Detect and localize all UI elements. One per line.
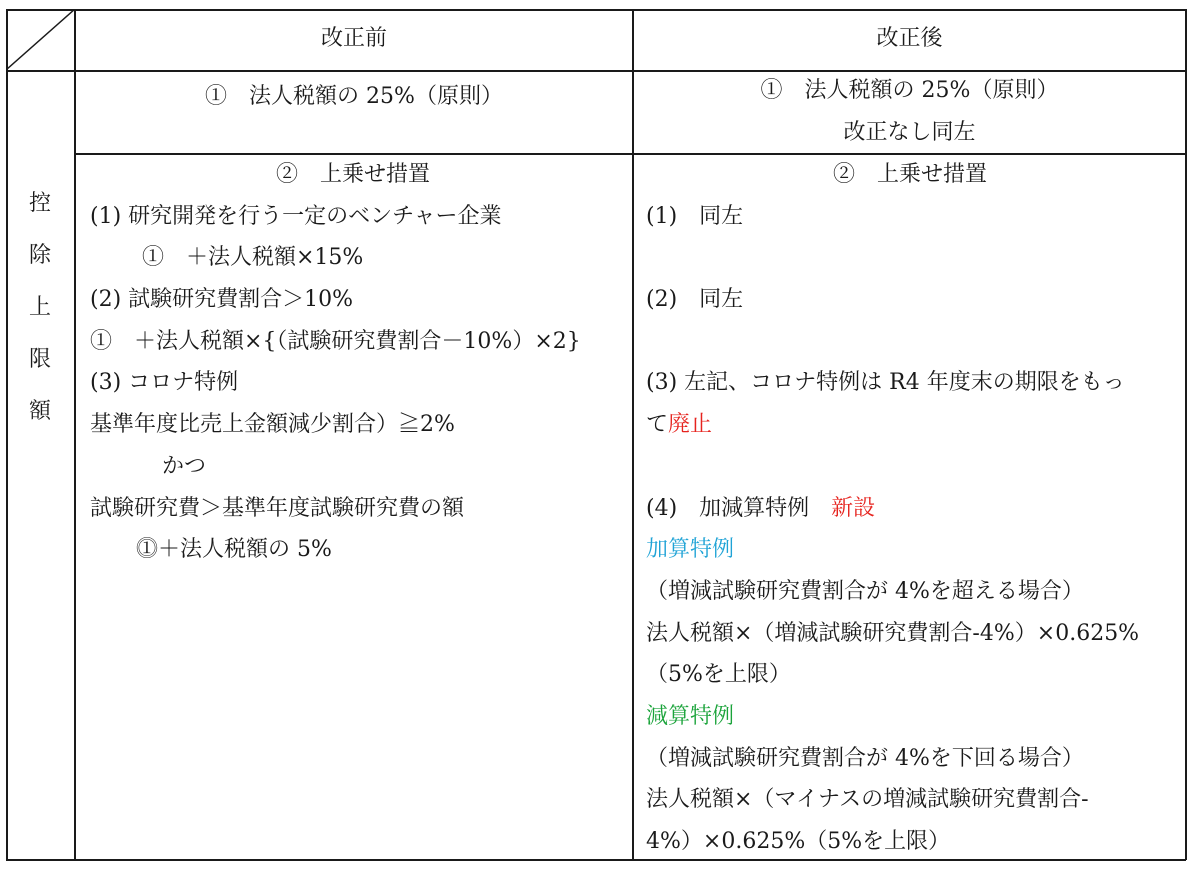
row2-after-line [646,404,1184,446]
row2-before-line: 基準年度比売上金額減少割合）≧2% [90,412,455,438]
row2-before-line: ① ＋法人税額×15% [142,245,364,271]
row2-after-blank [646,321,1184,363]
row2-after-line: （5%を上限） [646,662,791,688]
table-border-left [6,9,8,860]
row-label-char: 限 [28,347,51,372]
row2-before-line: ⓵＋法人税額の 5% [136,537,332,563]
row1-after-line2: 改正なし同左 [843,119,976,145]
row1-after [634,70,1185,153]
row2-before-line: 試験研究費＞基準年度試験研究費の額 [90,495,465,521]
row2-before-line: (1) 研究開発を行う一定のベンチャー企業 [90,203,502,229]
row2-after-line: (1) 同左 [646,203,744,229]
row1-before: ① 法人税額の 25%（原則） [205,84,503,109]
row-label [10,178,70,438]
row2-after-heading: ② 上乗せ措置 [832,162,987,187]
row2-before-line: ① ＋法人税額×{（試験研究費割合－10%）×2} [90,328,581,354]
row2-after-line: 4%）×0.625%（5%を上限） [646,829,951,854]
table-border-top [6,9,1186,11]
row-label-char: 額 [28,399,51,424]
row2-after-line: 法人税額×（マイナスの増減試験研究費割合- [646,787,1089,813]
row1-after-line1: ① 法人税額の 25%（原則） [760,78,1059,103]
row2-after-blank [646,446,1184,488]
row-label-char: 除 [28,243,51,268]
row2-before-heading: ② 上乗せ措置 [275,162,430,187]
row2-before-line: (2) 試験研究費割合＞10% [90,287,354,313]
row-label-char: 上 [28,295,51,320]
header-before: 改正前 [320,26,387,51]
table-border-right [1185,9,1187,860]
row2-after-line [646,488,1184,530]
row2-before-line: かつ [162,453,207,479]
abolished-label: 廃止 [668,412,713,438]
row2-after-text: て [646,412,669,438]
row-label-char: 控 [28,191,51,216]
header-after: 改正後 [876,26,943,51]
row2-before [90,154,630,571]
subtraction-special-heading: 減算特例 [646,703,735,729]
row2-after-line: （増減試験研究費割合が 4%を下回る場合） [646,745,1084,771]
row2-before-line: (3) コロナ特例 [90,370,239,396]
row2-after-line: （増減試験研究費割合が 4%を超える場合） [646,578,1084,604]
row2-after-blank [646,237,1184,279]
new-label: 新設 [831,495,876,521]
corner-diagonal [6,9,76,71]
row2-after-line: (2) 同左 [646,287,744,313]
label-column-divider [74,9,76,860]
addition-special-heading: 加算特例 [646,537,735,563]
row2-after [646,154,1184,863]
row2-after-line: 法人税額×（増減試験研究費割合-4%）×0.625% [646,620,1140,646]
row2-after-line: (3) 左記、コロナ特例は R4 年度末の期限をもっ [646,370,1125,396]
row2-after-text: (4) 加減算特例 [646,495,832,521]
